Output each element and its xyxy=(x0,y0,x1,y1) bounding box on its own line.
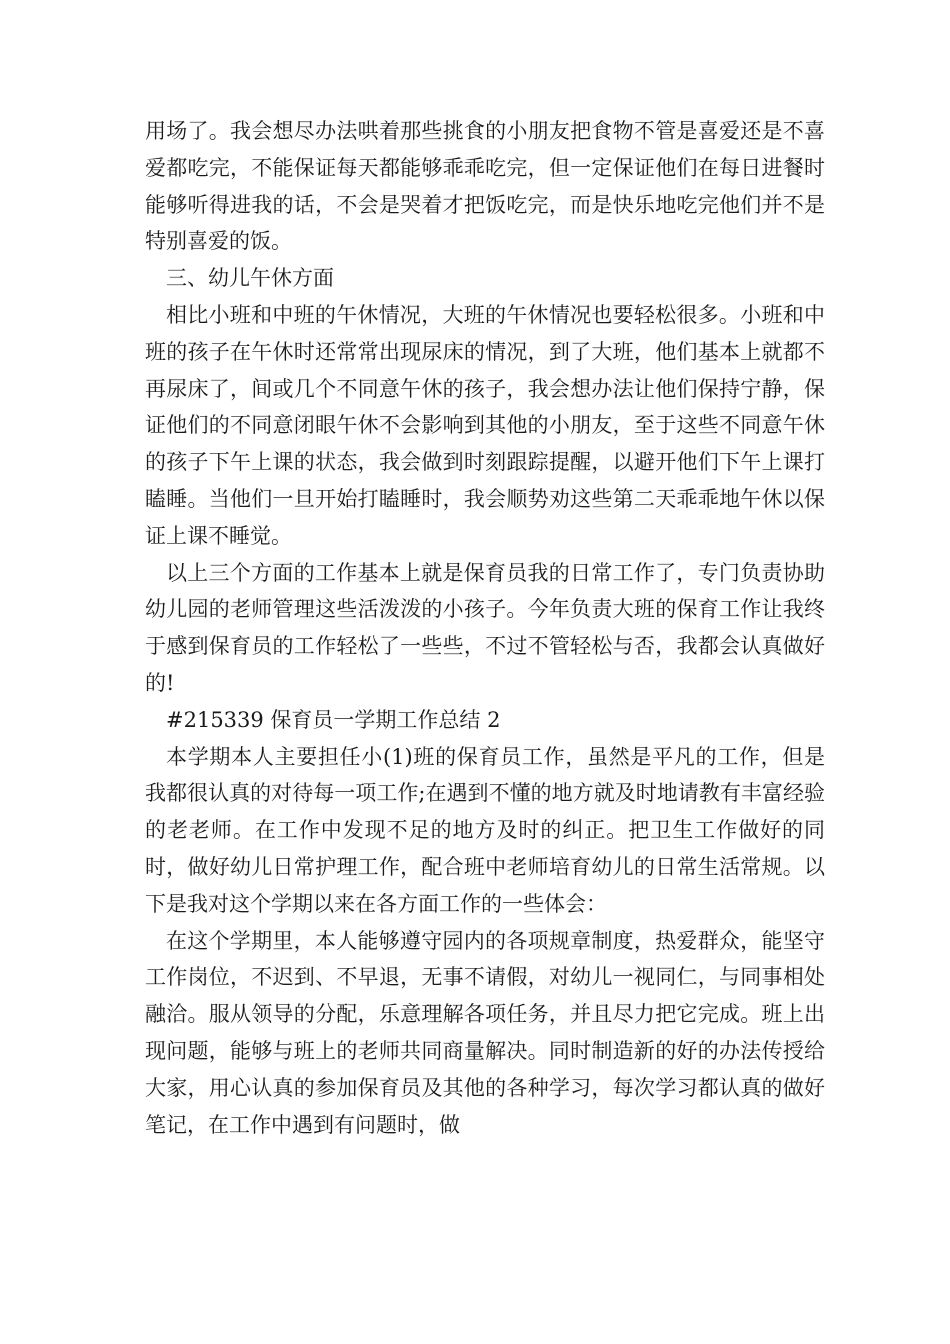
section-heading-nap: 三、幼儿午休方面 xyxy=(166,266,334,291)
article-heading: #215339 保育员一学期工作总结 2 xyxy=(166,707,501,732)
paragraph-nap: 相比小班和中班的午休情况，大班的午休情况也要轻松很多。小班和中班的孩子在午休时还常常出现尿床的情况，到了大班，他们基本上就都不再尿床了，间或几个不同意午休的孩子，我会想办法让他们保持宁静，保证他们的不同意闭眼午休不会影响到其他的小朋友，至于这些不同意午休的孩子下午上课的状态，我会做到时刻跟踪提醒，以避开他们下午上课打瞌睡。当他们一旦开始打瞌睡时，我会顺势劝这些第二天乖乖地午休以保证上课不睡觉。 xyxy=(145,302,825,548)
paragraph-discipline: 在这个学期里，本人能够遵守园内的各项规章制度，热爱群众，能坚守工作岗位，不迟到、不早退，无事不请假，对幼儿一视同仁，与同事相处融洽。服从领导的分配，乐意理解各项任务，并且尽力把它完成。班上出现问题，能够与班上的老师共同商量解决。同时制造新的好的办法传授给大家，用心认真的参加保育员及其他的各种学习，每次学习都认真的做好笔记，在工作中遇到有问题时，做 xyxy=(145,928,825,1137)
document-page xyxy=(145,113,825,1143)
paragraph-summary: 以上三个方面的工作基本上就是保育员我的日常工作了，专门负责协助幼儿园的老师管理这些活泼泼的小孩子。今年负责大班的保育工作让我终于感到保育员的工作轻松了一些些，不过不管轻松与否，我都会认真做好的! xyxy=(145,560,825,695)
paragraph-intro: 本学期本人主要担任小(1)班的保育员工作，虽然是平凡的工作，但是我都很认真的对待每一项工作;在遇到不懂的地方就及时地请教有丰富经验的老老师。在工作中发现不足的地方及时的纠正。把卫生工作做好的同时，做好幼儿日常护理工作，配合班中老师培育幼儿的日常生活常规。以下是我对这个学期以来在各方面工作的一些体会： xyxy=(145,744,825,916)
paragraph-meal-continuation: 用场了。我会想尽办法哄着那些挑食的小朋友把食物不管是喜爱还是不喜爱都吃完，不能保证每天都能够乖乖吃完，但一定保证他们在每日进餐时能够听得进我的话，不会是哭着才把饭吃完，而是快乐地吃完他们并不是特别喜爱的饭。 xyxy=(145,119,825,254)
